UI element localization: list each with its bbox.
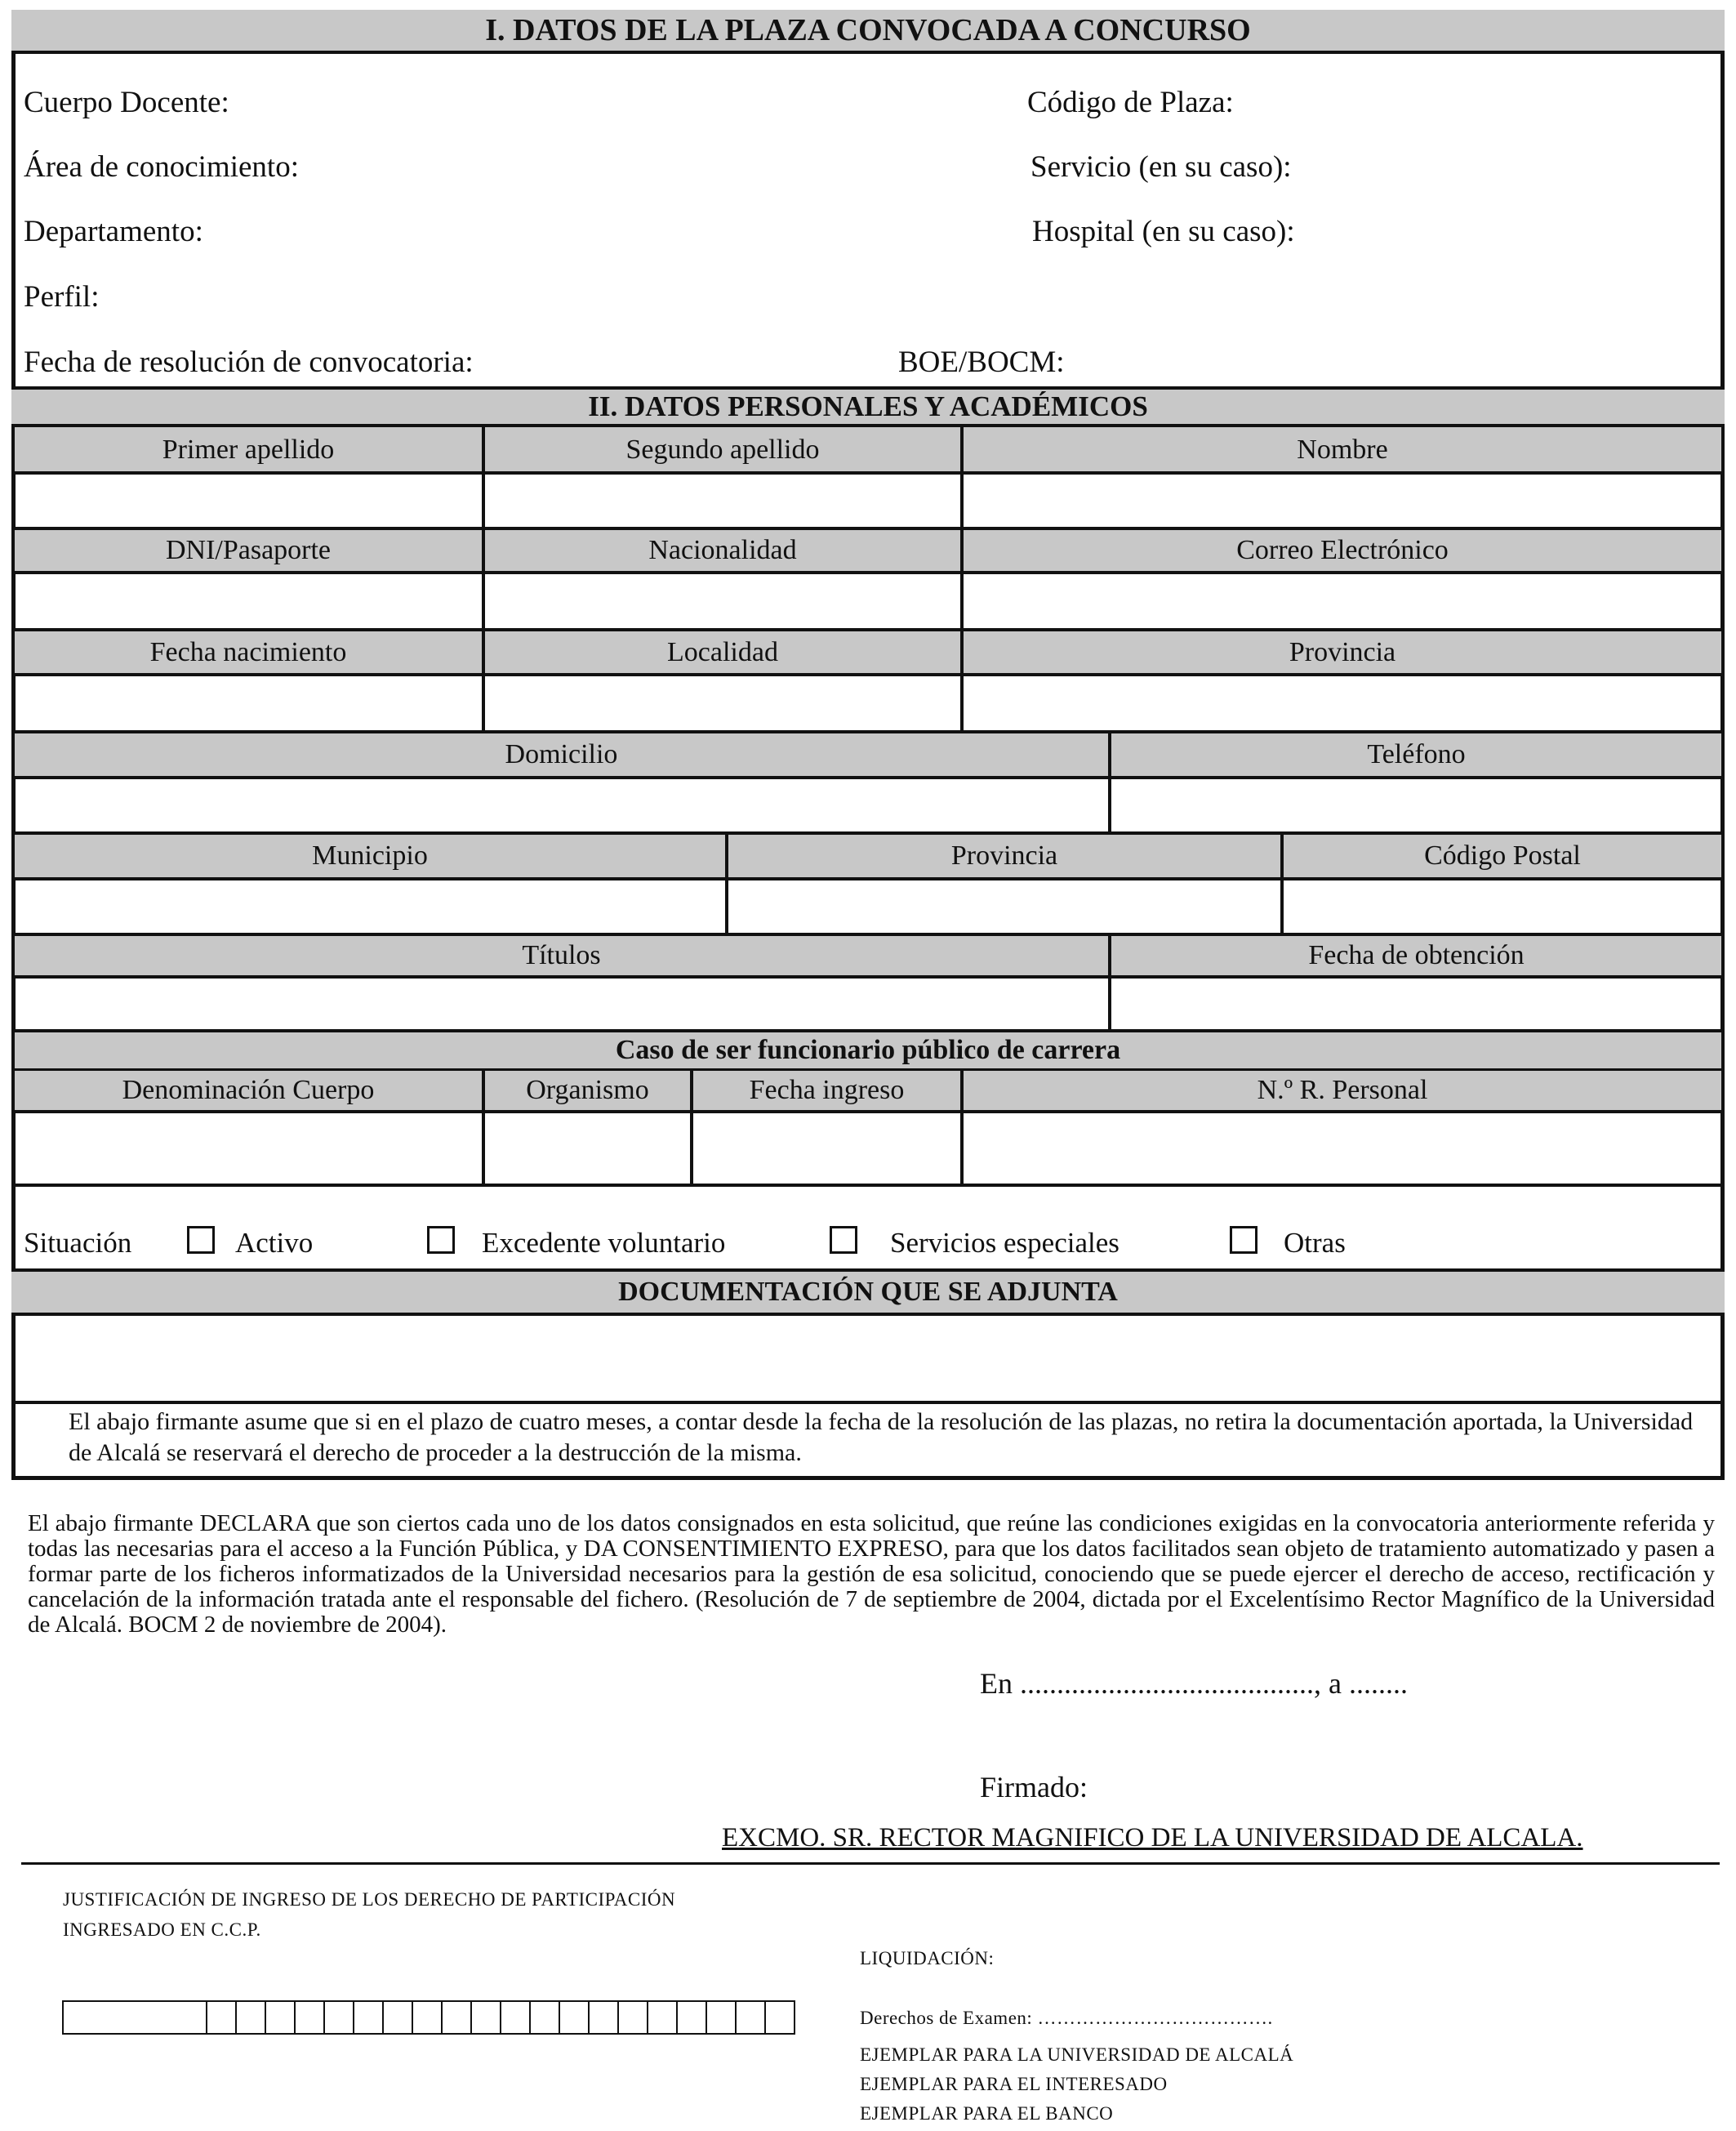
ccp-box[interactable] xyxy=(265,2000,296,2035)
ccp-box[interactable] xyxy=(706,2000,737,2035)
input-fecha-ingreso[interactable] xyxy=(693,1113,960,1184)
ccp-box[interactable] xyxy=(353,2000,384,2035)
input-titulos[interactable] xyxy=(15,979,1108,1029)
header-provincia-domicilio: Provincia xyxy=(728,835,1280,877)
header-telefono: Teléfono xyxy=(1111,733,1721,776)
footer-separator xyxy=(21,1862,1720,1865)
place-date-line: En ........................................, a ........ xyxy=(980,1667,1408,1700)
ccp-box[interactable] xyxy=(500,2000,531,2035)
input-fecha-obtencion[interactable] xyxy=(1111,979,1721,1029)
input-municipio[interactable] xyxy=(15,880,725,933)
ccp-box-wide[interactable] xyxy=(62,2000,207,2035)
servicio-label: Servicio (en su caso): xyxy=(1030,150,1292,184)
ccp-box[interactable] xyxy=(235,2000,266,2035)
hospital-label: Hospital (en su caso): xyxy=(1032,215,1295,248)
ccp-box[interactable] xyxy=(441,2000,472,2035)
justificacion-line2: INGRESADO EN C.C.P. xyxy=(63,1919,261,1940)
derechos-examen-line: Derechos de Examen: ………………………………. xyxy=(860,2008,1273,2028)
header-titulos: Títulos xyxy=(15,936,1108,975)
input-correo[interactable] xyxy=(964,574,1721,628)
funcionario-title: Caso de ser funcionario público de carrera xyxy=(15,1032,1721,1068)
header-nacionalidad: Nacionalidad xyxy=(485,530,960,571)
option-excedente: Excedente voluntario xyxy=(482,1227,726,1259)
header-nombre: Nombre xyxy=(964,427,1721,473)
header-municipio: Municipio xyxy=(15,835,725,877)
ccp-box[interactable] xyxy=(676,2000,707,2035)
ccp-box[interactable] xyxy=(647,2000,678,2035)
checkbox-activo[interactable] xyxy=(187,1226,215,1254)
ccp-box[interactable] xyxy=(382,2000,413,2035)
liquidacion-label: LIQUIDACIÓN: xyxy=(860,1948,995,1968)
header-correo: Correo Electrónico xyxy=(964,530,1721,571)
ccp-box[interactable] xyxy=(764,2000,795,2035)
header-dni: DNI/Pasaporte xyxy=(15,530,482,571)
header-nr-personal: N.º R. Personal xyxy=(964,1071,1721,1110)
situacion-label: Situación xyxy=(24,1227,132,1259)
justificacion-line1: JUSTIFICACIÓN DE INGRESO DE LOS DERECHO DE PARTICIPACIÓN xyxy=(63,1889,676,1910)
section1-title: I. DATOS DE LA PLAZA CONVOCADA A CONCURSO xyxy=(11,10,1725,54)
ccp-code-boxes[interactable] xyxy=(62,2000,797,2035)
checkbox-excedente[interactable] xyxy=(427,1226,455,1254)
perfil-label: Perfil: xyxy=(24,280,100,314)
ccp-box[interactable] xyxy=(529,2000,560,2035)
input-localidad[interactable] xyxy=(485,676,960,730)
input-documentacion[interactable] xyxy=(15,1316,1721,1401)
ccp-box[interactable] xyxy=(559,2000,590,2035)
codigo-plaza-label: Código de Plaza: xyxy=(1027,86,1234,119)
header-denominacion-cuerpo: Denominación Cuerpo xyxy=(15,1071,482,1110)
input-telefono[interactable] xyxy=(1111,779,1721,831)
header-organismo: Organismo xyxy=(485,1071,690,1110)
input-organismo[interactable] xyxy=(485,1113,690,1184)
input-provincia[interactable] xyxy=(964,676,1721,730)
ccp-box[interactable] xyxy=(470,2000,501,2035)
header-provincia: Provincia xyxy=(964,631,1721,673)
recipient-line: EXCMO. SR. RECTOR MAGNIFICO DE LA UNIVERSIDAD DE ALCALA. xyxy=(722,1823,1583,1852)
ejemplar-interesado: EJEMPLAR PARA EL INTERESADO xyxy=(860,2074,1168,2094)
input-primer-apellido[interactable] xyxy=(15,475,482,527)
section2-title: II. DATOS PERSONALES Y ACADÉMICOS xyxy=(11,386,1725,427)
ccp-box[interactable] xyxy=(588,2000,619,2035)
input-denominacion-cuerpo[interactable] xyxy=(15,1113,482,1184)
header-segundo-apellido: Segundo apellido xyxy=(485,427,960,473)
ccp-box[interactable] xyxy=(735,2000,766,2035)
checkbox-otras[interactable] xyxy=(1230,1226,1257,1254)
header-fecha-nacimiento: Fecha nacimiento xyxy=(15,631,482,673)
ejemplar-universidad: EJEMPLAR PARA LA UNIVERSIDAD DE ALCALÁ xyxy=(860,2044,1294,2065)
ccp-box[interactable] xyxy=(206,2000,237,2035)
area-conocimiento-label: Área de conocimiento: xyxy=(24,150,299,184)
option-otras: Otras xyxy=(1284,1227,1346,1259)
declaration-text: El abajo firmante DECLARA que son ciertos cada uno de los datos consignados en esta solicitud, que reúne las condiciones exigidas en la convocatoria anteriormente referida y todas las necesarias para el acceso a la Función Pública, y DA CONSENTIMIENTO EXPRESO, para que los datos facilitados sean objeto de tratamiento automatizado y pasen a formar parte de los ficheros informatizados de la Universidad necesarios para la gestión de esa solicitud, conociendo que se puede ejercer el derecho de acceso, rectificación y cancelación de la información tratada ante el responsable del fichero. (Resolución de 7 de septiembre de 2004, dictada por el Excelentísimo Rector Magnífico de la Universidad de Alcalá. BOCM 2 de noviembre de 2004). xyxy=(28,1510,1715,1638)
input-nr-personal[interactable] xyxy=(964,1113,1721,1184)
retention-notice: El abajo firmante asume que si en el plazo de cuatro meses, a contar desde la fecha de la resolución de las plazas, no retira la documentación aportada, la Universidad de Alcalá se reservará el derecho de proceder a la destrucción de la misma. xyxy=(69,1408,1694,1466)
cuerpo-docente-label: Cuerpo Docente: xyxy=(24,86,229,119)
input-codigo-postal[interactable] xyxy=(1284,880,1721,933)
ccp-box[interactable] xyxy=(323,2000,354,2035)
header-localidad: Localidad xyxy=(485,631,960,673)
ccp-box[interactable] xyxy=(294,2000,325,2035)
header-fecha-ingreso: Fecha ingreso xyxy=(693,1071,960,1110)
input-domicilio[interactable] xyxy=(15,779,1108,831)
header-fecha-obtencion: Fecha de obtención xyxy=(1111,936,1721,975)
departamento-label: Departamento: xyxy=(24,215,203,248)
input-nombre[interactable] xyxy=(964,475,1721,527)
header-codigo-postal: Código Postal xyxy=(1284,835,1721,877)
input-nacionalidad[interactable] xyxy=(485,574,960,628)
input-segundo-apellido[interactable] xyxy=(485,475,960,527)
input-dni[interactable] xyxy=(15,574,482,628)
option-servicios-especiales: Servicios especiales xyxy=(890,1227,1119,1259)
ccp-box[interactable] xyxy=(412,2000,443,2035)
fecha-resolucion-label: Fecha de resolución de convocatoria: xyxy=(24,346,474,379)
header-primer-apellido: Primer apellido xyxy=(15,427,482,473)
firmado-label: Firmado: xyxy=(980,1771,1088,1803)
checkbox-servicios-especiales[interactable] xyxy=(830,1226,857,1254)
input-provincia-domicilio[interactable] xyxy=(728,880,1280,933)
header-domicilio: Domicilio xyxy=(15,733,1108,776)
documentacion-title: DOCUMENTACIÓN QUE SE ADJUNTA xyxy=(11,1268,1725,1316)
boe-bocm-label: BOE/BOCM: xyxy=(898,346,1065,379)
ccp-box[interactable] xyxy=(617,2000,648,2035)
ejemplar-banco: EJEMPLAR PARA EL BANCO xyxy=(860,2103,1114,2124)
input-fecha-nacimiento[interactable] xyxy=(15,676,482,730)
option-activo: Activo xyxy=(235,1227,314,1259)
